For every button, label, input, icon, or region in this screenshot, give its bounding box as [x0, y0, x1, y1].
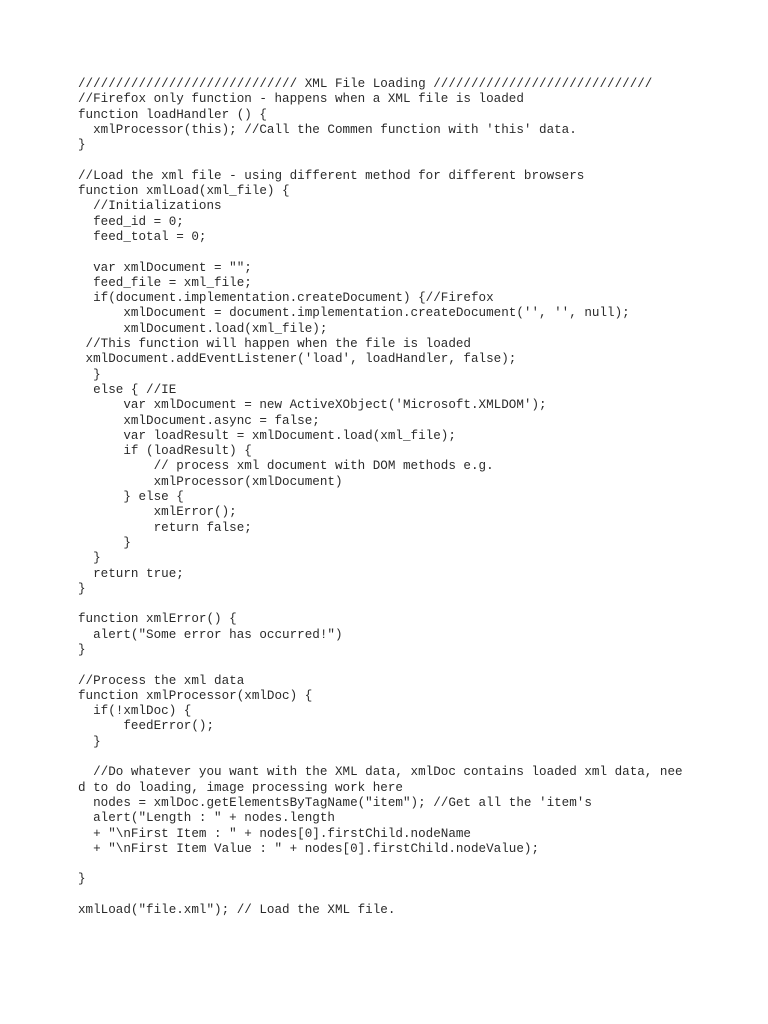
code-line: + "\nFirst Item Value : " + nodes[0].firstChild.nodeValue);	[78, 841, 540, 856]
code-line: }	[78, 581, 86, 596]
code-line	[78, 245, 758, 260]
code-line	[78, 153, 758, 168]
code-line	[78, 888, 758, 903]
code-line: nodes = xmlDoc.getElementsByTagName("item"); //Get all the 'item's	[78, 795, 592, 810]
code-line: if (loadResult) {	[78, 444, 252, 459]
code-line: }	[78, 872, 86, 887]
code-line: //Initializations	[78, 199, 222, 214]
code-line: var xmlDocument = new ActiveXObject('Microsoft.XMLDOM');	[78, 398, 547, 413]
code-line: xmlDocument = document.implementation.createDocument('', '', null);	[78, 306, 630, 321]
code-line: ///////////////////////////// XML File Loading /////////////////////////////	[78, 77, 653, 91]
code-line: }	[78, 642, 86, 657]
code-line: xmlDocument.addEventListener('load', loadHandler, false);	[78, 352, 517, 367]
code-line: return false;	[78, 520, 252, 535]
code-line: //Process the xml data	[78, 673, 245, 688]
code-line: }	[78, 535, 131, 550]
code-line: // process xml document with DOM methods e.g.	[78, 459, 494, 474]
code-line: feedError();	[78, 719, 215, 734]
code-line: xmlProcessor(xmlDocument)	[78, 474, 343, 489]
code-line	[78, 857, 758, 872]
code-line: d to do loading, image processing work here	[78, 780, 403, 795]
code-line	[78, 750, 758, 765]
code-line: xmlDocument.async = false;	[78, 413, 320, 428]
code-line: xmlDocument.load(xml_file);	[78, 321, 328, 336]
code-line: if(document.implementation.createDocument) {//Firefox	[78, 291, 494, 306]
code-listing	[78, 77, 758, 918]
code-line: feed_file = xml_file;	[78, 275, 252, 290]
code-line: feed_total = 0;	[78, 229, 207, 244]
code-line: + "\nFirst Item : " + nodes[0].firstChild.nodeName	[78, 826, 471, 841]
code-line: xmlProcessor(this); //Call the Commen function with 'this' data.	[78, 122, 577, 137]
code-line: }	[78, 138, 86, 153]
code-line: } else {	[78, 490, 184, 505]
code-line: function xmlLoad(xml_file) {	[78, 184, 290, 199]
code-line: var xmlDocument = "";	[78, 260, 252, 275]
code-line: function loadHandler () {	[78, 107, 267, 122]
code-line: }	[78, 367, 101, 382]
code-line: function xmlError() {	[78, 612, 237, 627]
code-line: function xmlProcessor(xmlDoc) {	[78, 688, 313, 703]
code-line: if(!xmlDoc) {	[78, 704, 192, 719]
code-line: feed_id = 0;	[78, 214, 184, 229]
code-line: }	[78, 551, 101, 566]
code-line	[78, 597, 758, 612]
code-line: //This function will happen when the file is loaded	[78, 337, 471, 352]
code-line	[78, 658, 758, 673]
code-line: }	[78, 734, 101, 749]
code-line: xmlError();	[78, 505, 237, 520]
code-line: //Load the xml file - using different method for different browsers	[78, 168, 585, 183]
code-line: alert("Length : " + nodes.length	[78, 811, 335, 826]
code-line: xmlLoad("file.xml"); // Load the XML file.	[78, 903, 396, 918]
code-line: //Do whatever you want with the XML data, xmlDoc contains loaded xml data, nee	[78, 765, 683, 780]
code-line: return true;	[78, 566, 184, 581]
code-line: else { //IE	[78, 382, 177, 397]
code-line: //Firefox only function - happens when a XML file is loaded	[78, 92, 524, 107]
code-line: var loadResult = xmlDocument.load(xml_file);	[78, 428, 456, 443]
code-line: alert("Some error has occurred!")	[78, 627, 343, 642]
